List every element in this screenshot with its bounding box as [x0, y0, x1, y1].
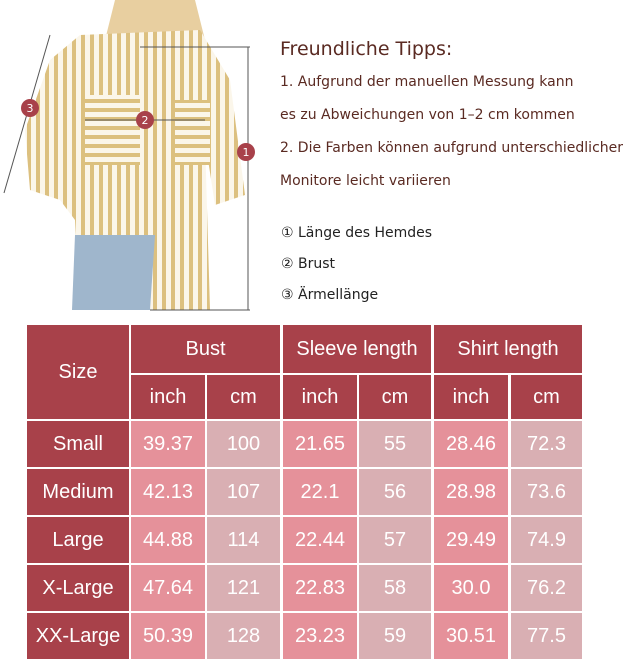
tip-line: 1. Aufgrund der manuellen Messung kann: [280, 74, 574, 90]
value-cell: 128: [207, 613, 280, 659]
group-header: Bust: [131, 325, 280, 373]
value-cell: 30.0: [434, 565, 508, 611]
value-cell: 29.49: [434, 517, 508, 563]
size-cell: XX-Large: [27, 613, 129, 659]
group-header: Sleeve length: [283, 325, 431, 373]
value-cell: 73.6: [511, 469, 582, 515]
value-cell: 22.83: [283, 565, 357, 611]
unit-header: cm: [207, 375, 280, 419]
value-cell: 42.13: [131, 469, 205, 515]
value-cell: 74.9: [511, 517, 582, 563]
legend-item: ③ Ärmellänge: [281, 287, 379, 303]
unit-header: inch: [131, 375, 205, 419]
tip-line: 2. Die Farben können aufgrund unterschiedlicher: [280, 140, 624, 156]
value-cell: 57: [359, 517, 431, 563]
legend-item: ① Länge des Hemdes: [281, 225, 433, 241]
size-cell: Large: [27, 517, 129, 563]
unit-header: cm: [511, 375, 582, 419]
value-cell: 39.37: [131, 421, 205, 467]
value-cell: 76.2: [511, 565, 582, 611]
size-cell: X-Large: [27, 565, 129, 611]
value-cell: 50.39: [131, 613, 205, 659]
value-cell: 28.46: [434, 421, 508, 467]
svg-text:3: 3: [26, 102, 34, 115]
value-cell: 72.3: [511, 421, 582, 467]
value-cell: 22.1: [283, 469, 357, 515]
value-cell: 21.65: [283, 421, 357, 467]
tips-title: Freundliche Tipps:: [280, 38, 453, 60]
unit-header: inch: [434, 375, 508, 419]
value-cell: 100: [207, 421, 280, 467]
value-cell: 114: [207, 517, 280, 563]
svg-text:1: 1: [242, 146, 250, 159]
value-cell: 121: [207, 565, 280, 611]
value-cell: 47.64: [131, 565, 205, 611]
group-header: Shirt length: [434, 325, 582, 373]
size-header: Size: [27, 325, 129, 419]
tip-line: es zu Abweichungen von 1–2 cm kommen: [280, 107, 575, 123]
size-cell: Small: [27, 421, 129, 467]
legend-item: ② Brust: [281, 256, 336, 272]
value-cell: 59: [359, 613, 431, 659]
value-cell: 22.44: [283, 517, 357, 563]
value-cell: 77.5: [511, 613, 582, 659]
size-cell: Medium: [27, 469, 129, 515]
value-cell: 107: [207, 469, 280, 515]
value-cell: 58: [359, 565, 431, 611]
value-cell: 23.23: [283, 613, 357, 659]
value-cell: 44.88: [131, 517, 205, 563]
unit-header: inch: [283, 375, 357, 419]
value-cell: 55: [359, 421, 431, 467]
value-cell: 56: [359, 469, 431, 515]
value-cell: 30.51: [434, 613, 508, 659]
unit-header: cm: [359, 375, 431, 419]
value-cell: 28.98: [434, 469, 508, 515]
svg-text:2: 2: [141, 114, 149, 127]
tip-line: Monitore leicht variieren: [280, 173, 451, 189]
